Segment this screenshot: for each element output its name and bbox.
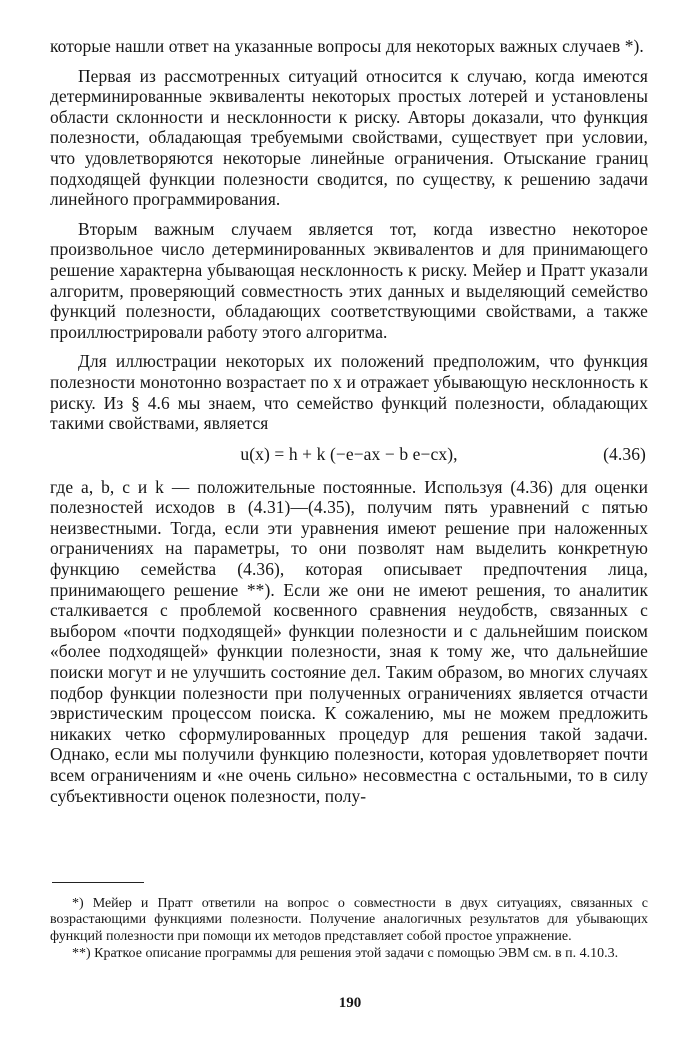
equation-formula: u(x) = h + k (−e−ax − b e−cx), <box>240 443 458 464</box>
footnote-2: **) Краткое описание программы для решения этой задачи с помощью ЭВМ см. в п. 4.10.3. <box>72 946 619 962</box>
footnote-rule <box>52 882 144 883</box>
page-number: 190 <box>338 995 362 1011</box>
paragraph-illustration: Для иллюстрации некоторых их положений предположим, что функция полезности монотонно возрастает по x и отражает убывающую несклонность к риску. Из § 4.6 мы знаем, что семейство функций полезности, обладающих такими свойствами, является <box>50 351 648 434</box>
equation-number: (4.36) <box>603 443 646 464</box>
paragraph-parameters: где a, b, c и k — положительные постоянные. Используя (4.36) для оценки полезностей исходов в (4.31)—(4.35), получим пять уравнений с пятью неизвестными. Тогда, если эти уравнения имеют решение при наложенных ограничениях на параметры, то они позволят нам выделить конкретную функцию семейства (4.36), которая описывает предпочтения лица, принимающего решение **). Если же они не имеют решения, то аналитик сталкивается с проблемой косвенного сравнения неудобств, связанных с выбором «почти подходящей» функции полезности и с дальнейшим поиском «более подходящей» функции полезности, зная к тому же, что дальнейшие поиски могут и не улучшить состояние дел. Таким образом, во многих случаях подбор функции полезности при полученных ограничениях является отчасти эвристическим процессом поиска. К сожалению, мы не можем предложить никаких четко сформулированных процедур для решения такой задачи. Однако, если мы получили функцию полезности, которая удовлетворяет почти всем ограничениям и «не очень сильно» несовместна с остальными, то в силу субъективности оценок полезности, полу- <box>50 476 648 806</box>
footnote-1: *) Мейер и Пратт ответили на вопрос о совместности в двух ситуациях, связанных с возрастающими функциями полезности. Получение аналогичных результатов для убывающих функций полезности при помощи их методов представляет собой простое упражнение. <box>50 896 648 944</box>
paragraph-second-case: Вторым важным случаем является тот, когда известно некоторое произвольное число детерминированных эквивалентов и для принимающего решение характерна убывающая несклонность к риску. Мейер и Пратт указали алгоритм, проверяющий совместность этих данных и выделяющий семейство функций полезности, обладающих соответствующими свойствами, а также проиллюстрировали работу этого алгоритма. <box>50 218 648 342</box>
equation-4-36 <box>50 443 648 467</box>
footnotes <box>50 896 648 963</box>
paragraph-first-case: Первая из рассмотренных ситуаций относится к случаю, когда имеются детерминированные эквиваленты некоторых простых лотерей и установлены области склонности и несклонности к риску. Авторы доказали, что функция полезности, обладающая требуемыми свойствами, существует при условии, что удовлетворяются некоторые линейные ограничения. Отыскание границ подходящей функции полезности сводится, по существу, к решению задачи линейного программирования. <box>50 65 648 210</box>
main-text <box>50 36 648 806</box>
paragraph-continuation: которые нашли ответ на указанные вопросы для некоторых важных случаев *). <box>50 36 644 56</box>
